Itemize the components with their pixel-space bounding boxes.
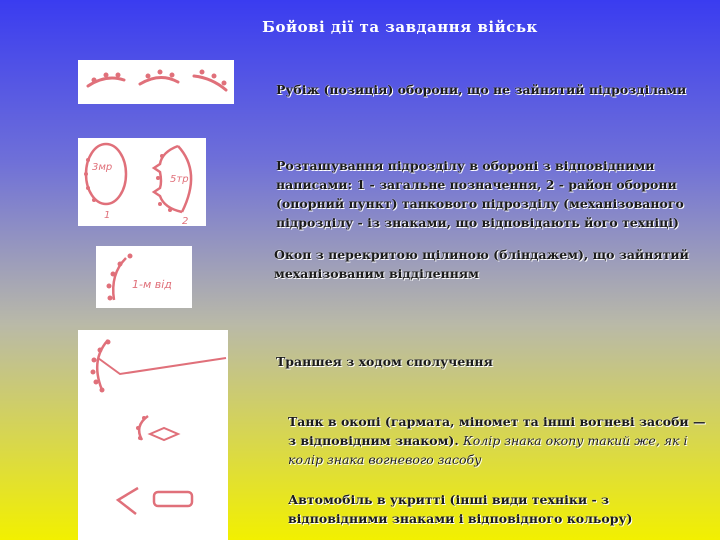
caption-defense-line: Рубіж (позиція) оборони, що не зайнятий підрозділами (276, 82, 687, 97)
communication-trench-symbol (91, 340, 227, 393)
vehicle-shelter-symbol (118, 488, 192, 514)
unit-number-1: 1 (104, 210, 111, 221)
caption-vehicle-shelter: Автомобіль в укритті (інші види техніки - з відповідними знаками і відповідного кольору) (288, 492, 633, 526)
symbol-panel-covered-trench (96, 246, 192, 308)
slide-title: Бойові дії та завдання військ (262, 18, 538, 36)
defense-line-symbol (78, 60, 234, 104)
unit-number-2: 2 (182, 216, 189, 226)
covered-trench-symbol (96, 246, 192, 308)
caption-tank-bold: Танк в окопі (гармата, міномет та інші вогневі засоби — з відповідним знаком). (288, 414, 706, 448)
symbol-panel-trench-tank-car (78, 330, 228, 540)
symbol-panel-unit-position (78, 138, 206, 226)
unit-position-symbol (78, 138, 206, 226)
caption-unit-position: Розташування підрозділу в обороні з відповідними написами: 1 - загальне позначення, 2 - район оборони (опорний пункт) танкового підрозділу (механізованого підрозділу - із знаками, що відповідають його техніці) (276, 158, 684, 230)
tank-in-trench-symbol (136, 416, 178, 440)
trench-tank-car-symbols (78, 330, 228, 540)
caption-tank-italic: Колір знака окопу такий же, як і колір знака вогневого засобу (288, 433, 688, 467)
trench-label: 1-м від (132, 278, 172, 291)
unit-label-2: 5тр (170, 174, 189, 185)
caption-communication-trench: Траншея з ходом сполучення (276, 354, 493, 369)
symbol-panel-defense-line (78, 60, 234, 104)
caption-covered-trench: Окоп з перекритою щілиною (бліндажем), що зайнятий механізованим відділенням (274, 247, 689, 281)
unit-label-1: 3мр (92, 162, 113, 173)
caption-tank-in-trench (288, 412, 710, 469)
